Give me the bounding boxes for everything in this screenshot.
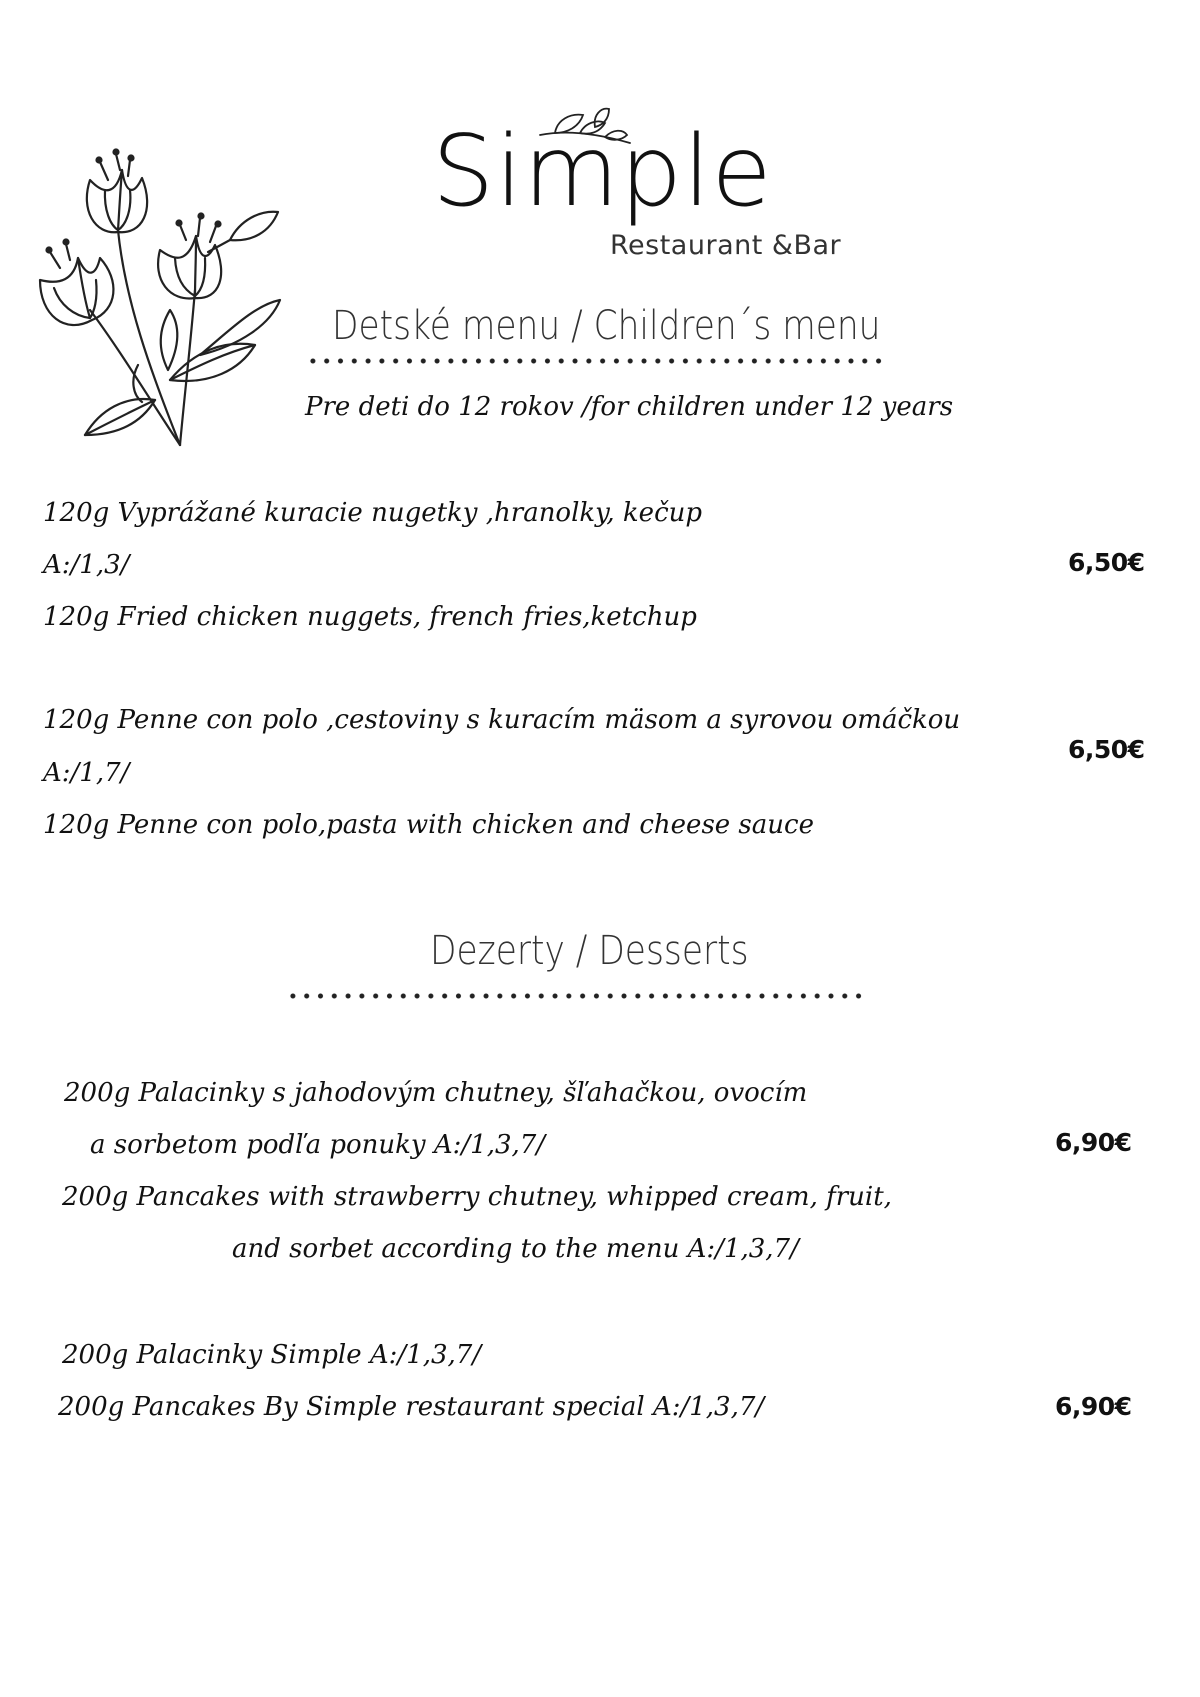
children-menu-title: Detské menu / Children´s menu [332,303,881,349]
item-line: 120g Penne con polo,pasta with chicken and cheese sauce [43,810,814,840]
item-line: and sorbet according to the menu A:/1,3,7/ [232,1234,799,1264]
item-allergens: A:/1,7/ [43,758,130,788]
item-price: 6,90€ [1055,1392,1132,1421]
logo-wordmark: Simple [432,115,773,229]
item-line: 120g Fried chicken nuggets, french fries,ketchup [43,602,697,632]
item-line: 120g Penne con polo ,cestoviny s kuracím mäsom a syrovou omáčkou [43,705,961,735]
desserts-title: Dezerty / Desserts [430,928,749,974]
item-line: 200g Palacinky s jahodovým chutney, šľahačkou, ovocím [64,1078,808,1108]
item-line: 200g Pancakes with strawberry chutney, whipped cream, fruit, [62,1182,892,1212]
item-line: 200g Pancakes By Simple restaurant special A:/1,3,7/ [58,1392,765,1422]
children-menu-subtitle: Pre deti do 12 rokov /for children under 12 years [305,392,954,422]
item-price: 6,50€ [1068,548,1145,577]
item-line: 200g Palacinky Simple A:/1,3,7/ [62,1340,482,1370]
dotted-divider [286,992,862,1000]
item-line: a sorbetom podľa ponuky A:/1,3,7/ [90,1130,546,1160]
logo-subtitle: Restaurant &Bar [610,230,842,261]
tulip-illustration-icon [30,140,330,460]
item-line: 120g Vyprážané kuracie nugetky ,hranolky, kečup [43,498,703,528]
restaurant-logo [430,105,850,275]
item-price: 6,50€ [1068,735,1145,764]
dotted-divider [306,357,882,365]
item-price: 6,90€ [1055,1128,1132,1157]
item-allergens: A:/1,3/ [43,550,130,580]
